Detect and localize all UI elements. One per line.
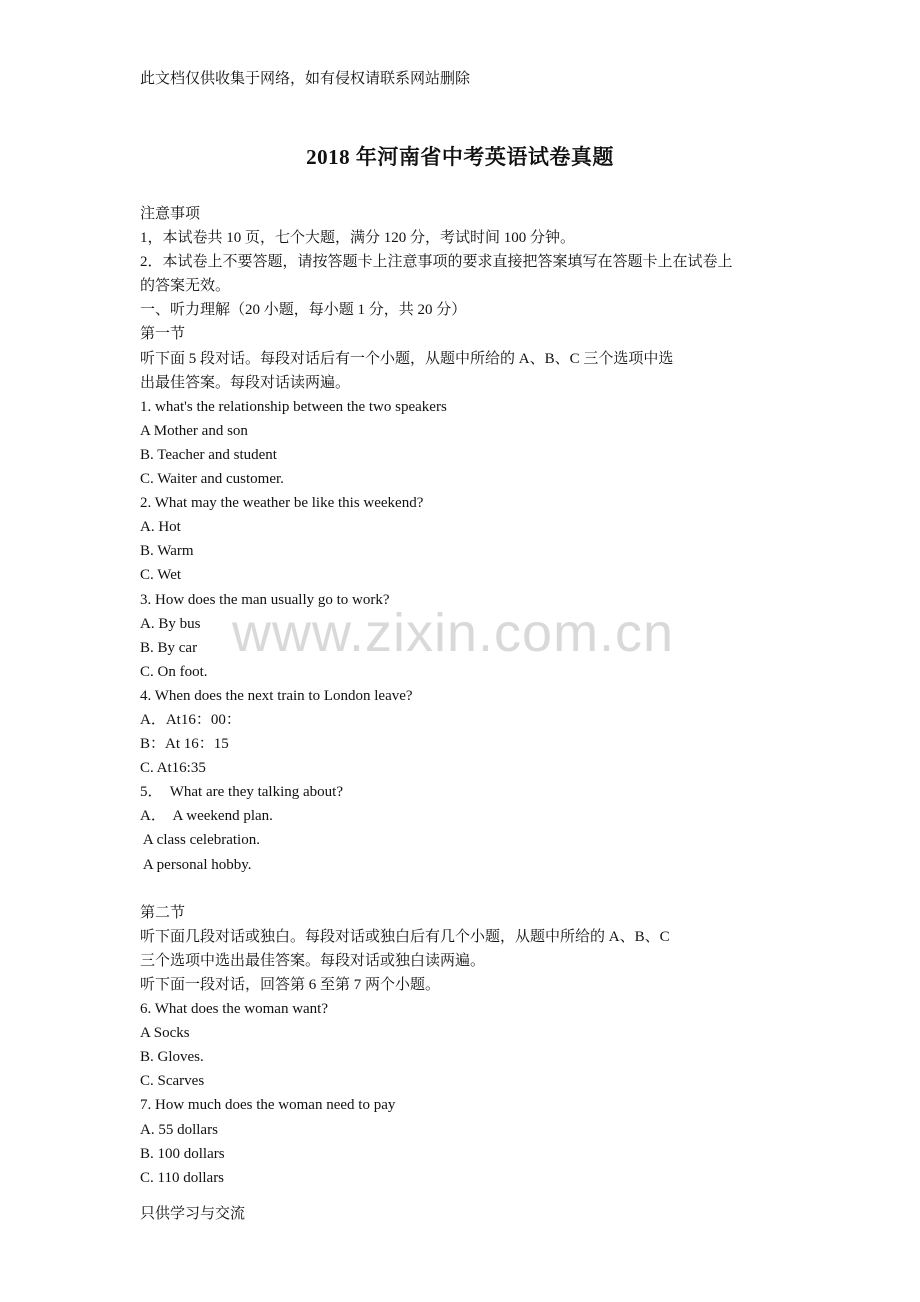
q3-option-a: A. By bus	[140, 615, 201, 632]
question-7: 7. How much does the woman need to pay	[140, 1097, 396, 1114]
question-1: 1. what's the relationship between the two speakers	[140, 398, 447, 415]
notice-item-2-cont: 的答案无效。	[140, 278, 231, 295]
q2-option-c: C. Wet	[140, 567, 182, 584]
question-3: 3. How does the man usually go to work?	[140, 591, 390, 608]
section-one-instructions: 听下面 5 段对话。每段对话后有一个小题，从题中所给的 A、B、C 三个选项中选	[140, 350, 674, 367]
footer-note: 只供学习与交流	[140, 1206, 246, 1222]
header-note: 此文档仅供收集于网络，如有侵权请联系网站删除	[140, 71, 471, 87]
q4-option-c: C. At16:35	[140, 760, 206, 777]
question-4: 4. When does the next train to London leave?	[140, 687, 413, 704]
q7-option-c: C. 110 dollars	[140, 1169, 225, 1186]
q1-option-b: B. Teacher and student	[140, 446, 277, 463]
question-5: 5． What are they talking about?	[140, 784, 343, 801]
question-2: 2. What may the weather be like this weekend?	[140, 495, 424, 512]
q1-option-c: C. Waiter and customer.	[140, 471, 284, 488]
exam-content	[140, 202, 790, 1190]
part-one-heading: 一、听力理解（20 小题，每小题 1 分，共 20 分）	[140, 302, 467, 319]
dialogue-instruction: 听下面一段对话，回答第 6 至第 7 两个小题。	[140, 977, 441, 993]
q6-option-a: A Socks	[140, 1025, 190, 1042]
section-notice-heading: 注意事项	[140, 206, 201, 222]
q5-option-a: A． A weekend plan.	[140, 808, 273, 825]
blank-line	[140, 877, 790, 901]
q1-option-a: A Mother and son	[140, 422, 248, 439]
section-two-instructions: 听下面几段对话或独白。每段对话或独白后有几个小题，从题中所给的 A、B、C	[140, 928, 670, 945]
q7-option-b: B. 100 dollars	[140, 1145, 225, 1162]
q4-option-b: B：At 16：15	[140, 736, 229, 753]
section-one-heading: 第一节	[140, 326, 186, 343]
q2-option-b: B. Warm	[140, 543, 194, 560]
q2-option-a: A. Hot	[140, 519, 181, 536]
q6-option-b: B. Gloves.	[140, 1049, 204, 1066]
q3-option-b: B. By car	[140, 639, 198, 656]
q3-option-c: C. On foot.	[140, 663, 208, 680]
q7-option-a: A. 55 dollars	[140, 1121, 218, 1138]
q5-option-b: A class celebration.	[140, 832, 260, 849]
section-two-instructions-cont: 三个选项中选出最佳答案。每段对话或独白读两遍。	[140, 952, 486, 969]
notice-item-1: 1，本试卷共 10 页，七个大题，满分 120 分，考试时间 100 分钟。	[140, 230, 576, 247]
question-6: 6. What does the woman want?	[140, 1001, 329, 1018]
section-two-heading: 第二节	[140, 904, 186, 921]
q6-option-c: C. Scarves	[140, 1073, 205, 1090]
q5-option-c: A personal hobby.	[140, 856, 252, 873]
section-one-instructions-cont: 出最佳答案。每段对话读两遍。	[140, 374, 351, 391]
page-title: 2018 年河南省中考英语试卷真题	[306, 145, 614, 169]
notice-item-2: 2．本试卷上不要答题，请按答题卡上注意事项的要求直接把答案填写在答题卡上在试卷上	[140, 254, 733, 271]
watermark: www.zixin.com.cn	[232, 603, 675, 663]
q4-option-a: A．At16：00：	[140, 711, 241, 728]
